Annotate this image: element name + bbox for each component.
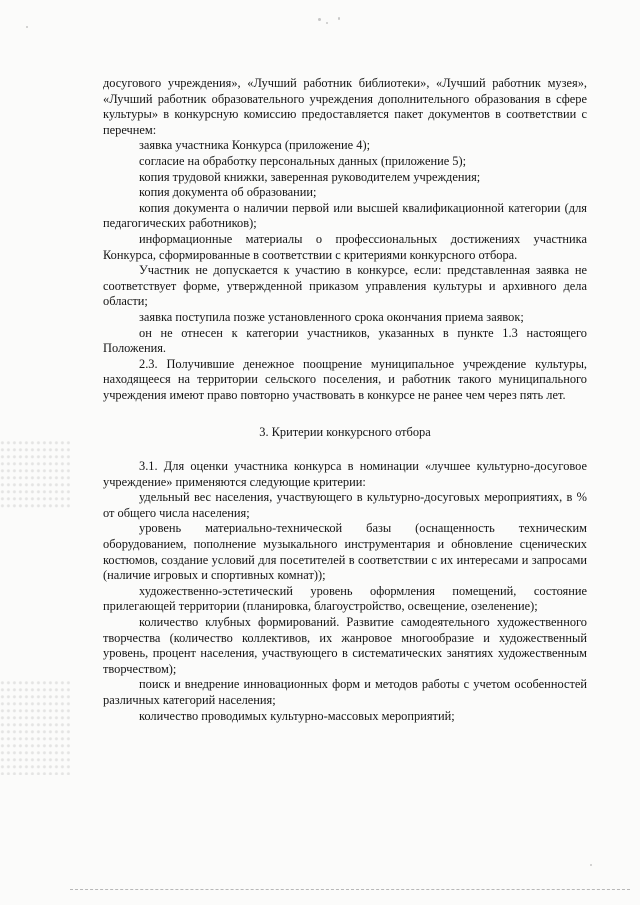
scan-noise-left-lower	[0, 680, 70, 775]
list-item: заявка участника Конкурса (приложение 4);	[139, 138, 371, 153]
document-body	[103, 76, 587, 724]
scan-speck	[318, 18, 321, 21]
criteria-item: поиск и внедрение инновационных форм и методов работы с учетом особенностей различных категорий населения;	[103, 677, 587, 707]
criteria-item: художественно-эстетический уровень оформления помещений, состояние прилегающей территории (планировка, благоустройство, освещение, озеленение);	[103, 583, 587, 614]
scan-speck	[338, 17, 340, 20]
list-item: согласие на обработку персональных данных (приложение 5);	[139, 153, 467, 168]
scan-noise-left-upper	[0, 440, 70, 510]
list-item: копия трудовой книжки, заверенная руководителем учреждения;	[139, 169, 481, 184]
paragraph-exclusion: Участник не допускается к участию в конкурсе, если: представленная заявка не соответствует форме, утвержденной приказом управления культуры и архивного дела области;	[103, 263, 587, 309]
list-item: заявка поступила позже установленного срока окончания приема заявок;	[139, 309, 524, 324]
criteria-item: количество клубных формирований. Развитие самодеятельного художественного творчества (количество коллективов, их жанровое многообразие и художественный уровень, процент населения, участвующего в систематических занятиях художественным творчеством);	[103, 615, 587, 676]
paragraph-2-3: 2.3. Получившие денежное поощрение муниципальное учреждение культуры, находящееся на территории сельского поселения, и работник такого муниципального учреждения имеют право повторно участвовать в конкурсе не ранее чем через пять лет.	[103, 356, 587, 402]
criteria-item: количество проводимых культурно-массовых мероприятий;	[139, 708, 455, 723]
paragraph-3-1: 3.1. Для оценки участника конкурса в номинации «лучшее культурно-досуговое учреждение» применяются следующие критерии:	[103, 459, 587, 489]
list-item: копия документа о наличии первой или высшей квалификационной категории (для педагогических работников);	[103, 200, 587, 231]
list-item: копия документа об образовании;	[139, 185, 317, 200]
criteria-item: удельный вес населения, участвующего в культурно-досуговых мероприятиях, в % от общего числа населения;	[103, 490, 587, 520]
list-item: он не отнесен к категории участников, указанных в пункте 1.3 настоящего Положения.	[103, 325, 587, 356]
criteria-item: уровень материально-технической базы (оснащенность техническим оборудованием, пополнение музыкального инструментария и обновление сценических костюмов, создание условий для посетителей в соответствии с их интересами и запросами (наличие игровых и спортивных комнат));	[103, 521, 587, 583]
scan-edge-line	[70, 889, 630, 891]
scan-speck	[590, 864, 592, 866]
scan-speck	[26, 26, 28, 28]
section-heading: 3. Критерии конкурсного отбора	[259, 425, 431, 440]
list-item: информационные материалы о профессиональных достижениях участника Конкурса, сформированные в соответствии с критериями конкурсного отбора.	[103, 231, 587, 262]
paragraph-intro: досугового учреждения», «Лучший работник библиотеки», «Лучший работник музея», «Лучший работник образовательного учреждения дополнительного образования в сфере культуры» в конкурсную комиссию предоставляется пакет документов в соответствии с перечнем:	[103, 76, 587, 137]
scan-speck	[326, 22, 328, 24]
